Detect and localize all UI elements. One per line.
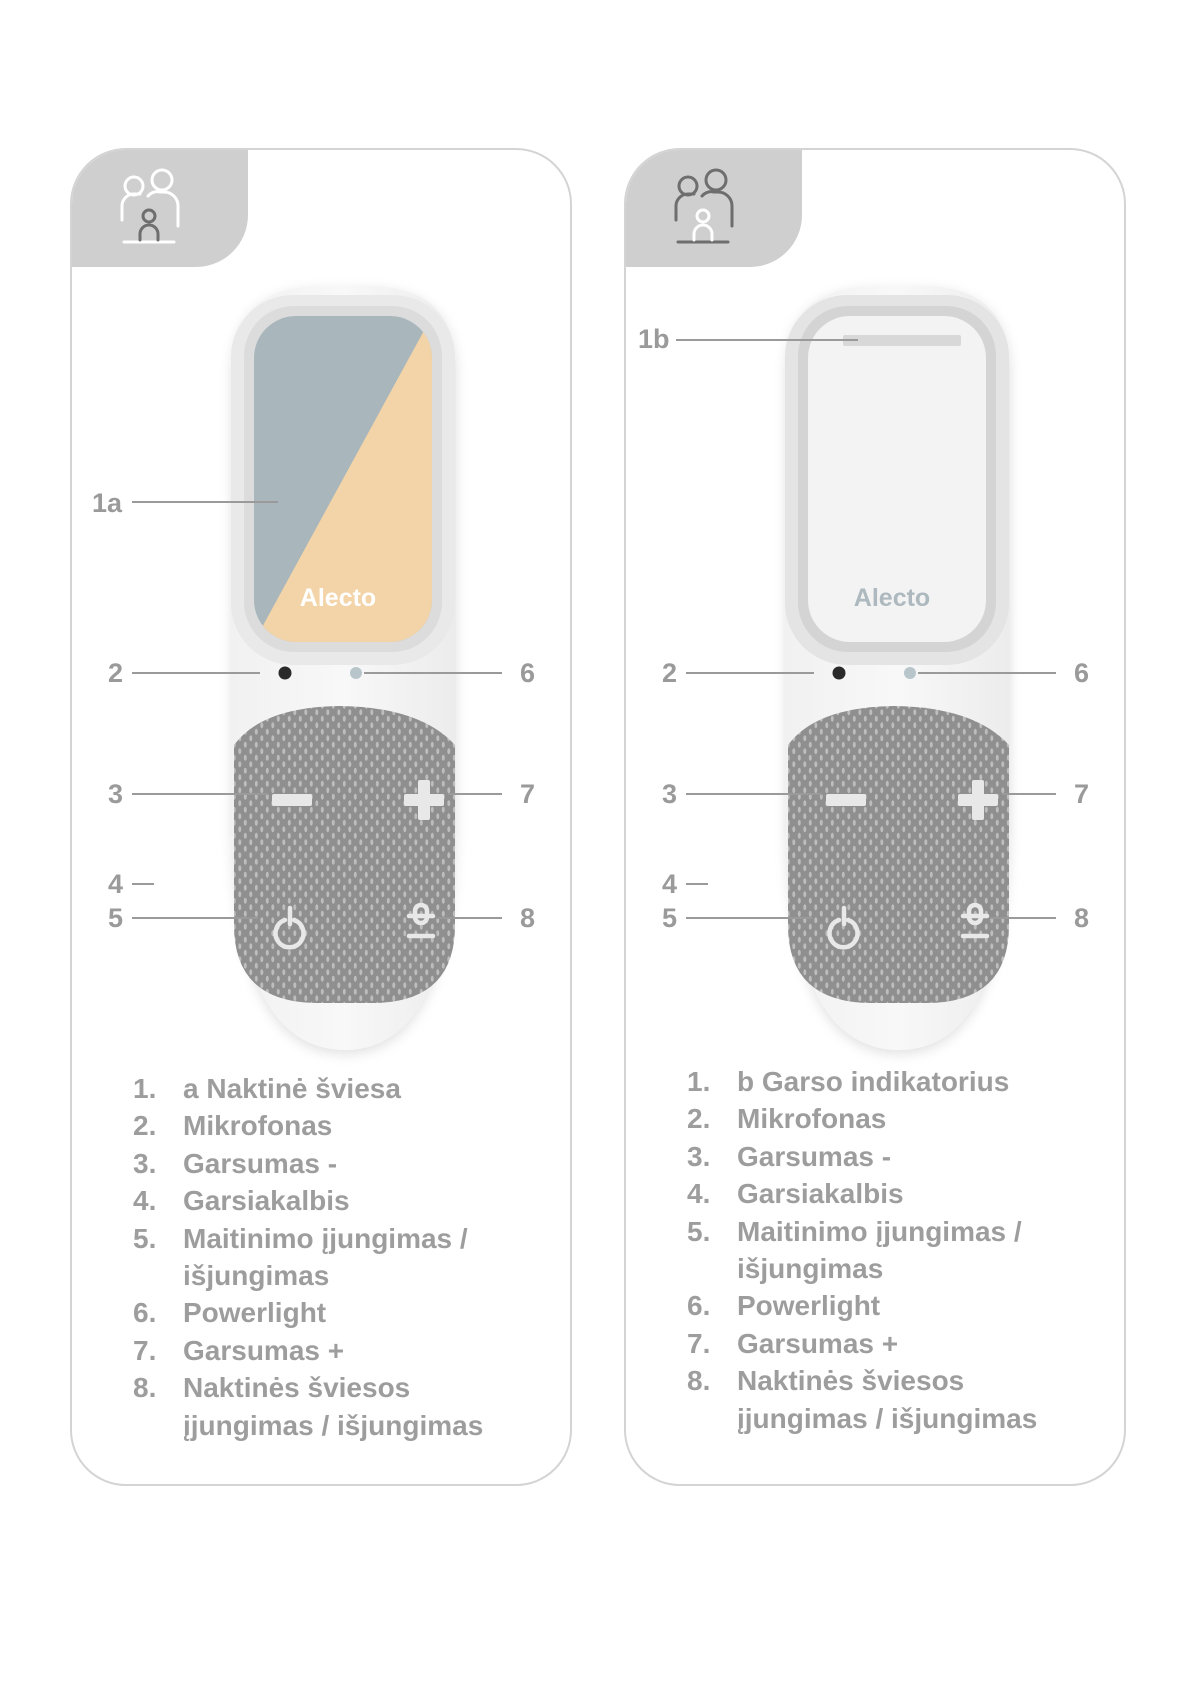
legend-item: 2. Mikrofonas	[687, 1103, 887, 1135]
callout-5: 5	[662, 903, 678, 933]
parent-unit-device	[626, 150, 1126, 1070]
microphone-hole	[833, 667, 846, 680]
callout-1b: 1b	[638, 324, 670, 354]
brand-logo: Alecto	[299, 584, 377, 612]
brand-logo: Alecto	[853, 584, 931, 612]
legend-item: 1. b Garso indikatorius	[687, 1066, 1010, 1097]
parent-unit-panel	[624, 148, 1126, 1486]
legend-item: 7. Garsumas +	[687, 1327, 899, 1359]
callout-8: 8	[1074, 903, 1090, 933]
sound-indicator-bar	[843, 335, 961, 346]
legend-item: 5. Maitinimo įjungimas / išjungimas	[687, 1215, 1022, 1285]
powerlight-led	[904, 667, 916, 679]
callout-7: 7	[1074, 779, 1090, 809]
legend-item: 4. Garsiakalbis	[687, 1178, 904, 1210]
legend-item: 4. Garsiakalbis	[133, 1185, 350, 1217]
legend-item: 8. Naktinės šviesos įjungimas / išjungimas	[687, 1365, 1038, 1434]
baby-unit-panel	[70, 148, 572, 1486]
powerlight-led	[350, 667, 362, 679]
legend-item: 8. Naktinės šviesos įjungimas / išjungimas	[133, 1372, 484, 1441]
callout-5: 5	[108, 903, 124, 933]
legend-item: 6. Powerlight	[133, 1297, 327, 1329]
legend-item: 2. Mikrofonas	[133, 1110, 333, 1142]
volume-down-icon	[826, 794, 866, 806]
baby-unit-device	[72, 150, 572, 1070]
callout-1a: 1a	[92, 488, 123, 518]
microphone-hole	[279, 667, 292, 680]
legend-item: 1. a Naktinė šviesa	[133, 1073, 401, 1104]
callout-4: 4	[662, 869, 678, 899]
legend-item: 6. Powerlight	[687, 1290, 881, 1322]
callout-2: 2	[108, 658, 124, 688]
legend-item: 3. Garsumas -	[687, 1140, 892, 1172]
callout-6: 6	[520, 658, 536, 688]
callout-6: 6	[1074, 658, 1090, 688]
speaker-grille	[234, 706, 455, 1003]
callout-3: 3	[108, 779, 124, 809]
baby-unit-legend	[133, 1070, 553, 1444]
legend-item: 5. Maitinimo įjungimas / išjungimas	[133, 1222, 468, 1292]
callout-4: 4	[108, 869, 124, 899]
callout-7: 7	[520, 779, 536, 809]
parent-unit-legend	[687, 1063, 1107, 1437]
volume-down-icon	[272, 794, 312, 806]
callout-8: 8	[520, 903, 536, 933]
legend-item: 3. Garsumas -	[133, 1147, 338, 1179]
callout-2: 2	[662, 658, 678, 688]
legend-item: 7. Garsumas +	[133, 1334, 345, 1366]
speaker-grille	[788, 706, 1009, 1003]
callout-3: 3	[662, 779, 678, 809]
